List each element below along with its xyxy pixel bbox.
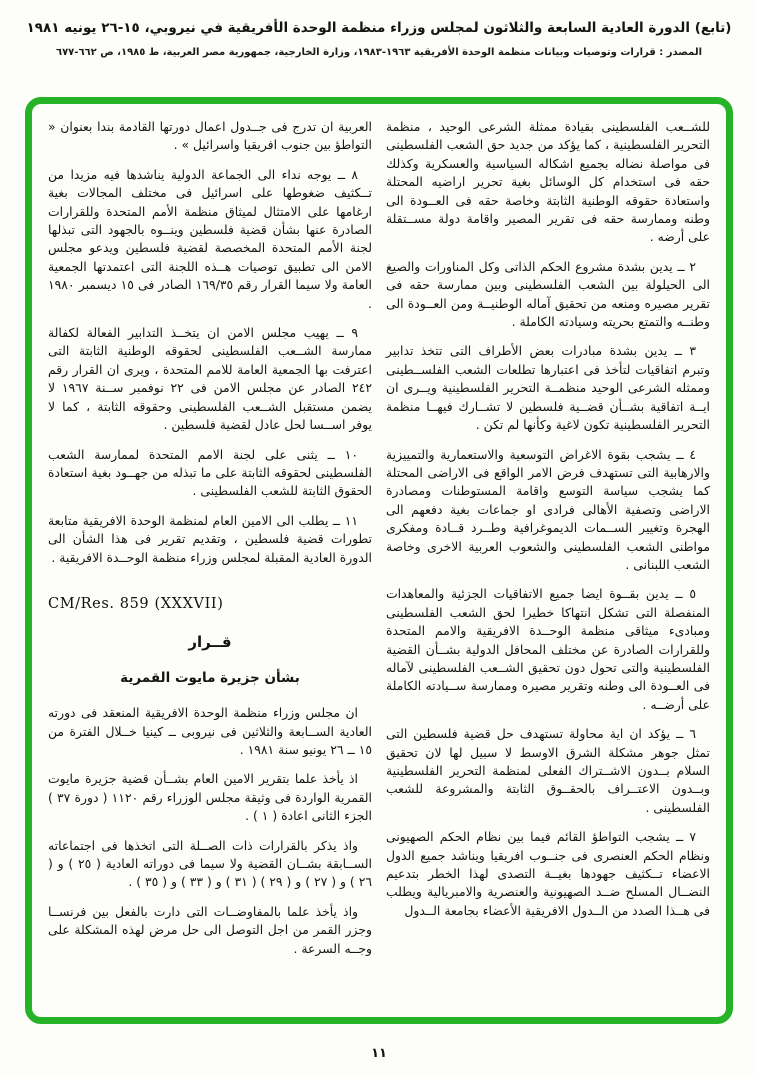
- paragraph-item-6: ٦ ــ يؤكد ان اية محاولة تستهدف حل قضية فلسطين التى تمثل جوهر مشكلة الشرق الاوسط لا سبيل لها لان تحقيق السلام بــدون الاشــتراك الفعلى لمنظمة التحرير الفلسطينية وبــدون الاعتــراف بالحقــوق الثابتة والمشروعة للشعب الفلسطينى .: [386, 726, 710, 815]
- paragraph-item-5: ٥ ــ يدين بقــوة ايضا جميع الاتفاقيات الجزئية والمعاهدات المنفصلة التى تشكل انتهاكا خطيرا لحق الشعب الفلسطينى ومبادىء ميثاقى منظمة الوحــدة الافريقية والامم المتحدة وللقرارات الصادرة عن مختلف المحافل الدولية بشــأن القضية الفلسطينية والتى تحول دون تحقيق الشــعب الفلسطينى لآماله فى العــودة الى وطنه وتقرير مصيره وممارسة ســيادته الكاملة على أرضــه .: [386, 586, 710, 712]
- paragraph-item-11: ١١ ــ يطلب الى الامين العام لمنظمة الوحدة الافريقية متابعة تطورات قضية فلسطين ، وتقديم تقرير فى هذا الشأن الى الدورة العادية المقبلة لمجلس وزراء منظمة الوحــدة الافريقية .: [48, 512, 372, 565]
- paragraph-item-9: ٩ ــ يهيب مجلس الامن ان يتخــذ التدابير الفعالة لكفالة ممارسة الشــعب الفلسطينى لحقوقه الوطنية الثابتة التى اعترفت بها الجمعية العامة للامم المتحدة ، ويرى ان القرار رقم ٢٤٢ الصادر عن مجلس الامن فى ٢٢ نوفمبر ســنة ١٩٦٧ لا يضمن مستقبل الشــعب الفلسطينى وحقوقه الثابتة ، كما لا يوفر اســسا لحل عادل لقضية فلسطين .: [48, 325, 372, 433]
- resolution-reference: CM/Res. 859 (XXXVII): [48, 595, 224, 612]
- paragraph-item-10: ١٠ ــ يثنى على لجنة الامم المتحدة لممارسة الشعب الفلسطينى لحقوقه الثابتة على ما تبذله من جهــود بغية استعادة الحقوق الثابتة للشعب الفلسطينى .: [48, 446, 372, 499]
- paragraph-continuation: العربية ان تدرج فى جــدول اعمال دورتها القادمة بندا بعنوان « التواطؤ بين جنوب افريقيا واسرائيل » .: [48, 119, 372, 153]
- paragraph-item-4: ٤ ــ يشجب بقوة الاغراض التوسعية والاستعمارية والتمييزية والارهابية التى تستهدف فرض الامر الواقع فى الاراضى المحتلة كما يشجب سياسة التوسع واقامة المستوطنات ومصادرة الاراضى وتصفية الأهالى فرادى او جماعات بغية دفعهم الى الهجرة وتغيير الســمات الديموغرافية وطــرد قــادة ومفكرى مواطنى الشعب الفلسطينى والشعوب العربية الاخرى وخاصة الشعب اللبنانى .: [386, 446, 710, 572]
- two-column-layout: [48, 118, 710, 1007]
- session-title: (تابع) الدورة العادية السابعة والثلاثون لمجلس وزراء منظمة الوحدة الأفريقية في نيروبي، ١٥-٢٦ يونيه ١٩٨١: [26, 20, 732, 36]
- column-right: [386, 118, 710, 1007]
- column-left: [48, 118, 372, 1007]
- preamble-taking-note: اذ يأخذ علما بتقرير الامين العام بشــأن قضية جزيرة مايوت القمرية الواردة فى وثيقة مجلس الوزراء رقم ١١٢٠ ( دورة ٣٧ ) الجزء الثانى اعادة ( ١ ) .: [48, 771, 372, 824]
- page-header: [0, 0, 758, 58]
- paragraph-item-7: ٧ ــ يشجب التواطؤ القائم فيما بين نظام الحكم الصهيونى ونظام الحكم العنصرى فى جنــوب افريقيا ويناشد جميع الدول الاعضاء تــكثيف جهودها بغيــة التصدى لهذا الخطر بتدعيم النضــال المسلح ضــد الصهيونية والعنصرية والامبريالية ويطلب فى هــذا الصدد من الــدول الافريقية الأعضاء بجامعة الــدول: [386, 829, 710, 918]
- source-line: المصدر : قرارات وتوصيات وبيانات منظمة الوحدة الأفريقية ١٩٦٣-١٩٨٣، وزارة الخارجية، جمهورية مصر العربية، ط ١٩٨٥، ص ٦٦٢-٦٧٧: [55, 47, 703, 58]
- preamble-negotiations: واذ يأخذ علما بالمفاوضــات التى دارت بالفعل بين فرنســا وجزر القمر من اجل التوصل الى حل مرض لهذه المشكلة على وجــه السرعة .: [48, 903, 372, 956]
- preamble-recalling: واذ يذكر بالقرارات ذات الصــلة التى اتخذها فى اجتماعاته الســابقة بشــان القضية ولا سيما فى دوراته العادية ( ٢٥ ) و ( ٢٦ ) و ( ٢٧ ) و ( ٢٩ ) ( ٣١ ) و ( ٣٣ ) و ( ٣٥ ) .: [48, 837, 372, 890]
- preamble-opening: ان مجلس وزراء منظمة الوحدة الافريقية المنعقد فى دورته العادية الســابعة والثلاثين فى نيروبى ــ كينيا خــلال الفترة من ١٥ ــ ٢٦ يونيو سنة ١٩٨١ .: [48, 705, 372, 757]
- paragraph-item-2: ٢ ــ يدين بشدة مشروع الحكم الذاتى وكل المناورات والصيغ الى الحيلولة بين الشعب الفلسطينى وبين ممارسة حقه فى تقرير مصيره ومنعه من تحقيق آماله الوطنيــة ومن العــودة الى وطنــه والتمتع بحريته وسيادته الكاملة .: [386, 258, 710, 330]
- paragraph-item-8: ٨ ــ يوجه نداء الى الجماعة الدولية يناشدها فيه مزيدا من تــكثيف ضغوطها على اسرائيل فى مختلف المجالات بغية ارغامها على الامتثال لميثاق منظمة الأمم المتحدة وللقرارات الصادرة عنها بشأن قضية فلسطين وينــوه بالجهود التى تبذلها لجنة الأمم المتحدة المخصصة لقضية فلسطين ويدعو مجلس الامن الى تطبيق توصيات هــذه اللجنة التى اعتمدتها الجمعية العامة ولا سيما القرار رقم ١٦٩/٣٥ الصادر فى ١٥ ديسمبر ١٩٨٠ .: [48, 166, 372, 311]
- paragraph-item-3: ٣ ــ يدين بشدة مبادرات بعض الأطراف التى تتخذ تدابير وتبرم اتفاقيات لتأخذ فى اعتبارها تطلعات الشعب الفلســطينى وممثله الشرعى الوحيد منظمــة التحرير الفلسطينية ويــرى ان ايــة اتفاقية بشــأن قضــية فلسطين لا تشــارك فيهــا منظمة التحرير الفلسطينية تكون لاغية وكأنها لم تكن .: [386, 343, 710, 433]
- paragraph-continuation: للشــعب الفلسطينى بقيادة ممثلة الشرعى الوحيد ، منظمة التحرير الفلسطينية ، كما يؤكد من جديد حق الشعب الفلسطينى فى مواصلة نضاله بجميع اشكاله السياسية والعسكرية وكذلك حقه فى استخدام كل الوسائل بغية تحرير اراضيه المحتلة واستعادة حقوقه الوطنية الثابتة وخاصة حقه فى العــودة الى وطنه وممارسة حقه فى تقرير المصير واقامة دولة مســتقلة على أرضه .: [386, 119, 710, 245]
- resolution-heading: قــرار: [188, 633, 232, 652]
- page-number: ١١: [371, 1046, 387, 1061]
- content-border-box: [25, 97, 733, 1024]
- resolution-subheading: بشأن جزيرة مايوت القمرية: [120, 669, 300, 686]
